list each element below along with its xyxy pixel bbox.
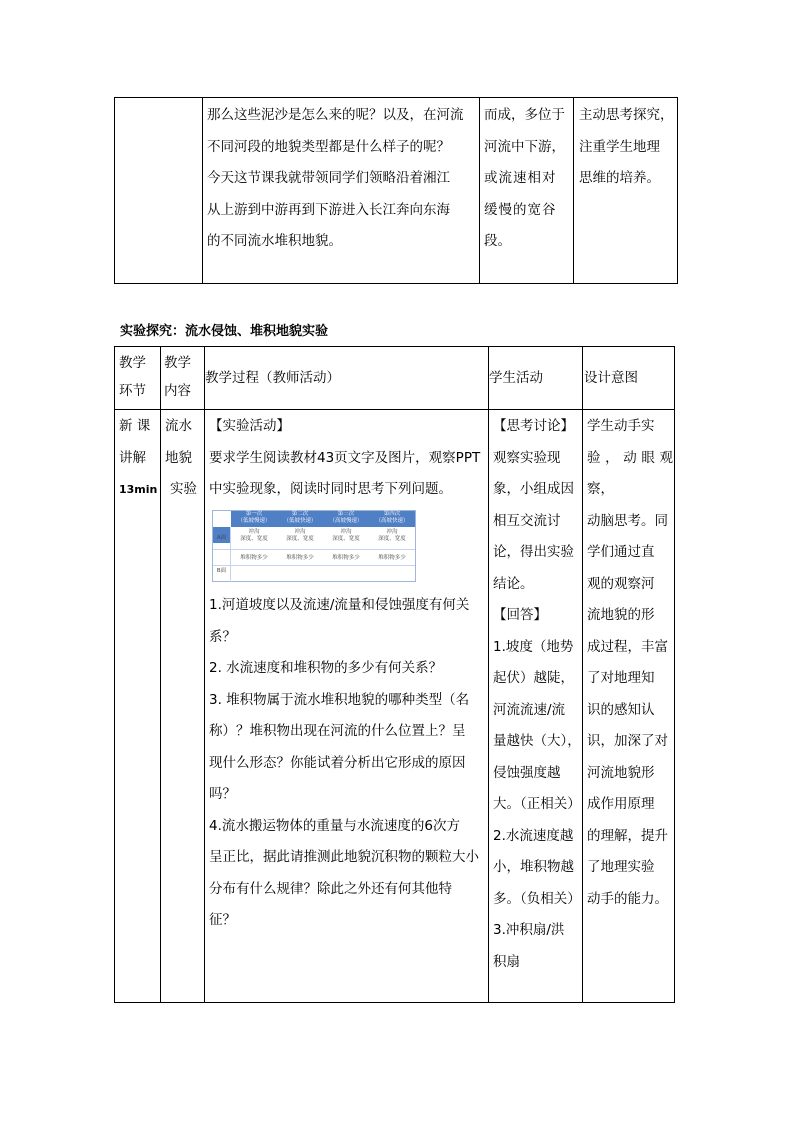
- experiment-table-image: [212, 510, 416, 582]
- mini-b-1: 堆积物多少: [240, 555, 268, 561]
- mini-a-4: 冲沟 深度、宽度: [378, 529, 406, 542]
- top-col2-text: 那么这些泥沙是怎么来的呢？以及，在河流 不同河段的地貌类型都是什么样子的呢？ 今天这节课我就带领同学们领略沿着湘江 从上游到中游再到下游进入长江奔向东海 的不同流水堆积地貌。: [207, 107, 464, 249]
- header-teaching-content: 教学 内容: [164, 355, 191, 399]
- top-col4-text: 主动思考探究， 注重学生地理 思维的培养。: [579, 107, 674, 186]
- mini-b-3: 堆积物多少: [332, 555, 360, 561]
- row-student-activity: 【思考讨论】 观察实验现 象，小组成因 相互交流讨 论，得出实验 结论。 【回答】 1.坡度（地势 起伏）越陡， 河流流速/流 量越快（大）， 侵蚀强度越 大。（正相关） 2.水流速度越 小，堆积物越 多。（负相关） 3.冲积扇/洪 积扇: [493, 418, 581, 970]
- header-student-activity: 学生活动: [489, 370, 543, 386]
- row-teaching-process-intro: 【实验活动】 要求学生阅读教材43页文字及图片，观察PPT 中实验现象，阅读时同时思考下列问题。: [209, 418, 481, 497]
- mini-a-3: 冲沟 深度、宽度: [332, 529, 360, 542]
- mini-head-2: 第二次 （低坡快速）: [277, 511, 323, 527]
- mini-head-1: 第一次 （低坡慢速）: [231, 511, 277, 527]
- top-col3-text: 而成，多位于 河流中下游， 或流速相对 缓慢的宽谷 段。: [484, 107, 565, 249]
- row-teaching-content: 流水 地貌 实验: [165, 418, 197, 497]
- mini-a-1: 冲沟 深度、宽度: [240, 529, 268, 542]
- mini-b-2: 堆积物多少: [286, 555, 314, 561]
- mini-b-4: 堆积物多少: [378, 555, 406, 561]
- row-teaching-process-questions: 1.河道坡度以及流速/流量和侵蚀强度有何关 系？ 2. 水流速度和堆积物的多少有何关系？ 3. 堆积物属于流水堆积地貌的哪种类型（名 称）？堆积物出现在河流的什么位置上？呈 现什么形态？你能试着分析出它形成的原因 吗？ 4.流水搬运物体的重量与水流速度的6次方 呈正比，据此请推测此地貌沉积物的颗粒大小 分布有什么规律？除此之外还有何其他特 征？: [209, 597, 479, 928]
- header-design-intent: 设计意图: [584, 370, 638, 386]
- section-title: 实验探究：流水侵蚀、堆积地貌实验: [120, 324, 329, 339]
- mini-head-4: 第四次 （高坡快速）: [369, 511, 415, 527]
- mini-row-label-a: A面: [216, 535, 227, 541]
- header-teaching-process: 教学过程（教师活动）: [205, 370, 340, 386]
- mini-head-3: 第三次 （高坡慢速）: [323, 511, 369, 527]
- header-teaching-stage: 教学 环节: [119, 355, 146, 399]
- mini-row-label-b: B面: [216, 568, 227, 574]
- row-design-intent: 学生动手实 验，动眼观察， 动脑思考。同 学们通过直 观的观察河 流地貌的形 成过程，丰富 了对地理知 识的感知认 识，加深了对 河流地貌形 成作用原理 的理解，提升 了地理实验 动手的能力。: [587, 418, 673, 907]
- mini-a-2: 冲沟 深度、宽度: [286, 529, 314, 542]
- row-teaching-stage: 新 课 讲解 13min: [119, 418, 158, 496]
